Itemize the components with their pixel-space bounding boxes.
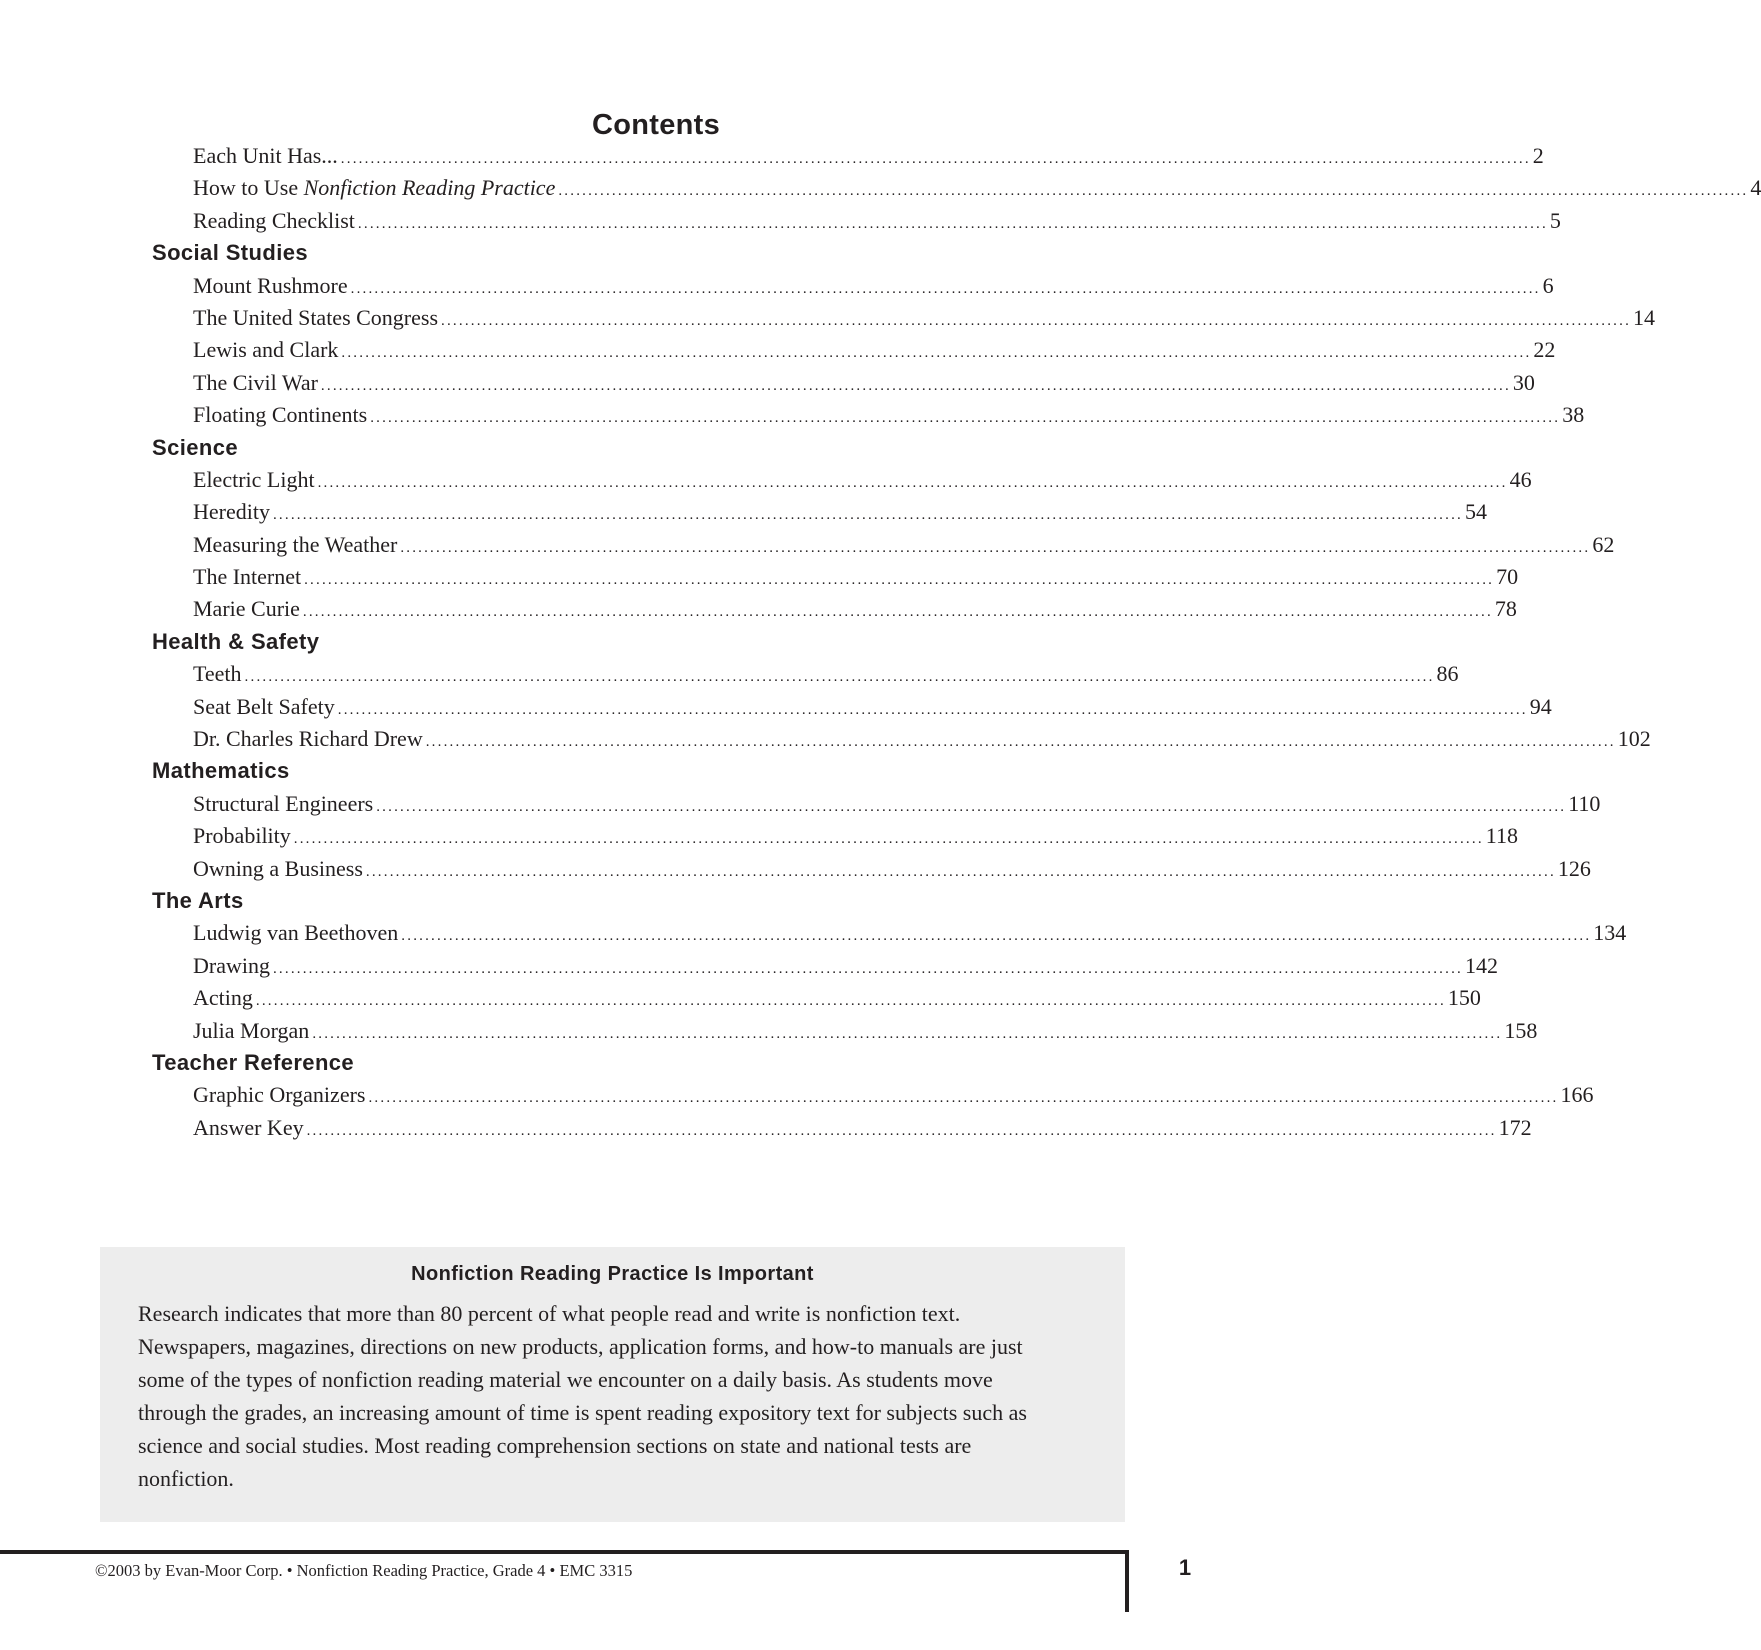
toc-entry-title-italic: Nonfiction Reading Practice [303, 175, 556, 201]
toc-entry[interactable] [152, 820, 1518, 852]
toc-entry-title-text: Electric Light [193, 466, 315, 492]
toc-entry-title [193, 658, 245, 690]
toc-entry-title [193, 302, 441, 334]
toc-entry-title-text: The Internet [193, 564, 302, 590]
info-callout-box [100, 1247, 1125, 1522]
toc-section-heading: Science [152, 434, 238, 460]
toc-entry[interactable] [152, 367, 1535, 399]
toc-entry-title [193, 820, 294, 852]
dot-leader: ........................................................................................................................................................................................................ [558, 183, 1749, 200]
toc-entry[interactable] [152, 334, 1556, 366]
toc-entry-title-text: Heredity [193, 499, 270, 525]
toc-entry-title [193, 723, 426, 755]
toc-entry[interactable] [152, 691, 1552, 723]
dot-leader: ........................................................................................................................................................................................................ [306, 1122, 1497, 1139]
dot-leader: ........................................................................................................................................................................................................ [244, 669, 1435, 686]
toc-entry-title [193, 950, 273, 982]
toc-entry-title [193, 334, 341, 366]
toc-entry[interactable] [152, 205, 1561, 237]
dot-leader: ........................................................................................................................................................................................................ [370, 410, 1561, 427]
toc-entry-title-text: Probability [193, 823, 291, 849]
toc-entry-title [193, 982, 256, 1014]
callout-body: Research indicates that more than 80 percent of what people read and write is nonfiction text. Newspapers, magazines, directions on new products, application forms, and how-to manuals are just some of the types of nonfiction reading material we encounter on a daily basis. As students move through the grades, an increasing amount of time is spent reading expository text for subjects such as science and social studies. Most reading comprehension sections on state and national tests are nonfiction. [138, 1301, 1027, 1491]
toc-entry-title [193, 788, 376, 820]
dot-leader: ........................................................................................................................................................................................................ [317, 474, 1508, 491]
toc-entry-title-text: Answer Key [193, 1114, 304, 1140]
toc-page-number: 62 [1592, 531, 1615, 557]
toc-entry-title [193, 367, 321, 399]
toc-entry-title-text: Marie Curie [193, 596, 300, 622]
toc-page-number: 94 [1529, 693, 1552, 719]
toc-entry-title [193, 464, 318, 496]
toc-entry-title [193, 561, 304, 593]
toc-page-number: 134 [1593, 920, 1627, 946]
toc-entry-title-text: Julia Morgan [193, 1017, 310, 1043]
toc-page-number: 22 [1533, 337, 1556, 363]
toc-page-number: 166 [1560, 1082, 1594, 1108]
toc-entry-title [193, 691, 338, 723]
toc-page-number: 14 [1633, 304, 1656, 330]
toc-page-number: 102 [1617, 726, 1651, 752]
toc-entry-title-text: Seat Belt Safety [193, 693, 335, 719]
toc-entry[interactable] [152, 561, 1519, 593]
toc-section-heading: Mathematics [152, 758, 290, 784]
toc-entry[interactable] [152, 1112, 1532, 1144]
dot-leader: ........................................................................................................................................................................................................ [337, 701, 1528, 718]
toc-entry[interactable] [152, 723, 1651, 755]
toc-entry-title [193, 853, 366, 885]
toc-entry-title-text: The United States Congress [193, 304, 439, 330]
dot-leader: ........................................................................................................................................................................................................ [365, 863, 1556, 880]
toc-entry-title-text: Measuring the Weather [193, 531, 398, 557]
toc-entry-title [193, 270, 351, 302]
dot-leader: ........................................................................................................................................................................................................ [376, 798, 1567, 815]
toc-entry-title-text: Owning a Business [193, 855, 363, 881]
dot-leader: ........................................................................................................................................................................................................ [350, 280, 1541, 297]
toc-entry-title-text: Dr. Charles Richard Drew [193, 726, 423, 752]
dot-leader: ........................................................................................................................................................................................................ [272, 960, 1463, 977]
toc-entry-title [193, 917, 401, 949]
toc-page-number: 70 [1496, 564, 1519, 590]
dot-leader: ........................................................................................................................................................................................................ [357, 215, 1548, 232]
footer-copyright: ©2003 by Evan-Moor Corp. • Nonfiction Reading Practice, Grade 4 • EMC 3315 [95, 1561, 633, 1580]
toc-entry[interactable] [152, 788, 1601, 820]
toc-entry[interactable] [152, 1015, 1538, 1047]
toc-entry-title-text: Drawing [193, 952, 270, 978]
dot-leader: ........................................................................................................................................................................................................ [441, 312, 1632, 329]
toc-entry[interactable] [152, 593, 1517, 625]
toc-page-number: 46 [1509, 466, 1532, 492]
toc-entry[interactable] [152, 399, 1585, 431]
toc-entry-title-text: Acting [193, 985, 253, 1011]
dot-leader: ........................................................................................................................................................................................................ [312, 1025, 1503, 1042]
toc-page-number: 30 [1512, 369, 1535, 395]
toc-entry-title-text: Reading Checklist [193, 207, 355, 233]
toc-entry-title-text: Graphic Organizers [193, 1082, 366, 1108]
callout-title: Nonfiction Reading Practice Is Important [411, 1263, 814, 1285]
toc-entry-title-text: Floating Continents [193, 402, 368, 428]
page-title: Contents [591, 109, 721, 142]
toc-entry-title [193, 1015, 312, 1047]
toc-entry-title [193, 1112, 307, 1144]
toc-page-number: 2 [1532, 143, 1544, 168]
toc-entry[interactable] [152, 140, 1544, 172]
toc-entry-title [193, 496, 273, 528]
toc-entry-title-text: Lewis and Clark [193, 337, 339, 363]
dot-leader: ........................................................................................................................................................................................................ [341, 345, 1532, 362]
dot-leader: ........................................................................................................................................................................................................ [304, 572, 1495, 589]
toc-entry[interactable] [152, 917, 1627, 949]
dot-leader: ........................................................................................................................................................................................................ [255, 993, 1446, 1010]
toc-entry-title-text: Structural Engineers [193, 790, 374, 816]
toc-entry-title-text: Each Unit Has... [193, 143, 338, 168]
toc-section-heading: Health & Safety [152, 628, 320, 654]
toc-page-number: 4 [1750, 175, 1761, 201]
toc-entry-title [193, 593, 303, 625]
dot-leader: ........................................................................................................................................................................................................ [272, 507, 1463, 524]
toc-entry-title [193, 399, 370, 431]
toc-entry[interactable] [152, 658, 1459, 690]
dot-leader: ........................................................................................................................................................................................................ [368, 1090, 1559, 1107]
toc-page-number: 5 [1549, 207, 1561, 233]
dot-leader: ........................................................................................................................................................................................................ [293, 831, 1484, 848]
toc-entry-title-text: The Civil War [193, 369, 318, 395]
toc-entry-title-text: Ludwig van Beethoven [193, 920, 399, 946]
toc-page-number: 54 [1464, 499, 1487, 525]
toc-entry-title [193, 140, 341, 172]
toc-page-number: 6 [1542, 272, 1554, 298]
toc-page-number: 110 [1568, 790, 1601, 816]
dot-leader: ........................................................................................................................................................................................................ [340, 151, 1531, 167]
toc-section-heading: Social Studies [152, 240, 308, 266]
toc-page-number: 126 [1557, 855, 1591, 881]
dot-leader: ........................................................................................................................................................................................................ [400, 539, 1591, 556]
toc-entry[interactable] [152, 853, 1591, 885]
toc-entry[interactable] [152, 302, 1656, 334]
dot-leader: ........................................................................................................................................................................................................ [302, 604, 1493, 621]
toc-entry-title [193, 529, 400, 561]
toc-page-number: 142 [1464, 952, 1498, 978]
toc-entry[interactable] [152, 464, 1532, 496]
toc-entry-title-text: Teeth [193, 661, 242, 687]
dot-leader: ........................................................................................................................................................................................................ [425, 734, 1616, 751]
toc-entry-title [193, 1079, 368, 1111]
toc-section-heading: The Arts [152, 887, 244, 913]
toc-entry-title [193, 172, 558, 204]
dot-leader: ........................................................................................................................................................................................................ [320, 377, 1511, 394]
toc-entry[interactable] [152, 1079, 1594, 1111]
toc-entry-title-text: Mount Rushmore [193, 272, 348, 298]
toc-page-number: 172 [1498, 1114, 1532, 1140]
toc-page-number: 150 [1447, 985, 1481, 1011]
toc-page-number: 158 [1504, 1017, 1538, 1043]
toc-entry-title [193, 205, 358, 237]
footer-rule [0, 1550, 1129, 1554]
dot-leader: ........................................................................................................................................................................................................ [401, 928, 1592, 945]
table-of-contents [152, 140, 1761, 1144]
toc-page-number: 118 [1485, 823, 1518, 849]
toc-page-number: 86 [1436, 661, 1459, 687]
toc-entry[interactable] [152, 496, 1487, 528]
toc-section-heading: Teacher Reference [152, 1049, 355, 1075]
toc-entry[interactable] [152, 529, 1615, 561]
toc-entry[interactable] [152, 172, 1761, 204]
toc-page-number: 38 [1562, 402, 1585, 428]
toc-entry[interactable] [152, 950, 1498, 982]
toc-entry[interactable] [152, 982, 1481, 1014]
toc-entry-title-text: How to Use [193, 175, 304, 201]
toc-page-number: 78 [1494, 596, 1517, 622]
page-number: 1 [1178, 1555, 1192, 1580]
footer-vertical-rule [1125, 1550, 1129, 1612]
toc-entry[interactable] [152, 270, 1554, 302]
